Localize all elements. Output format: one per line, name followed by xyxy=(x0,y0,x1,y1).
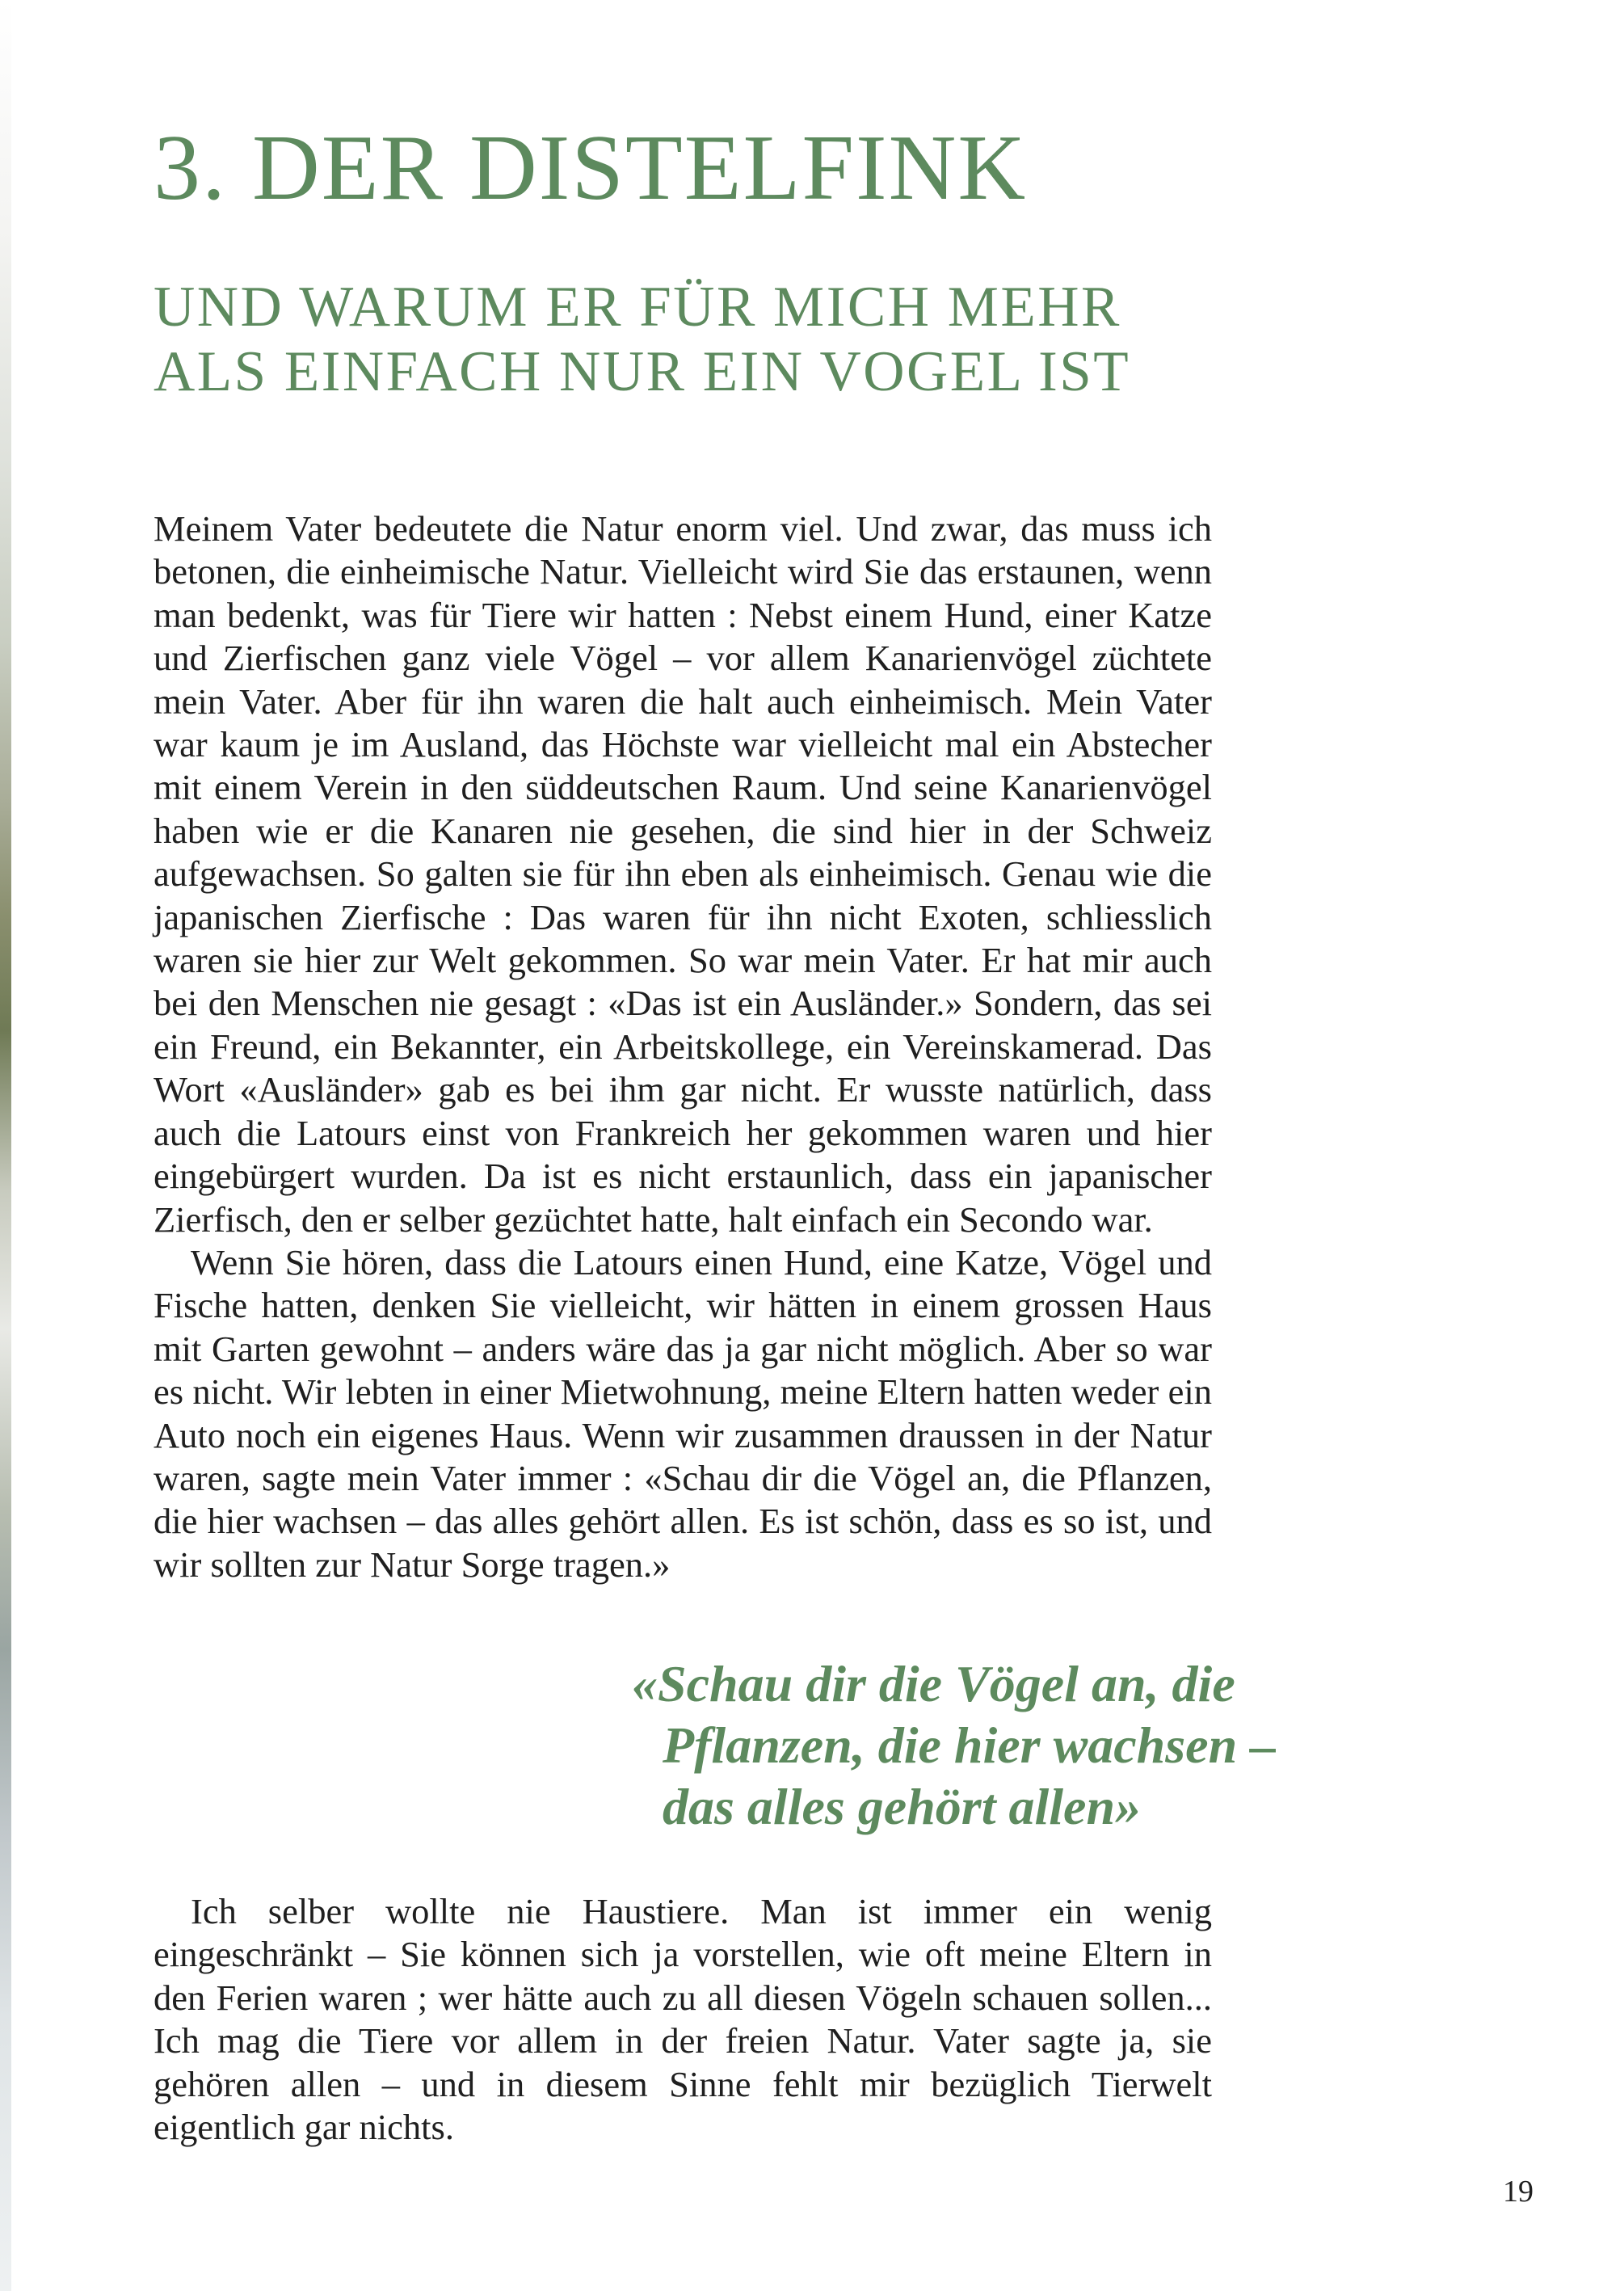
chapter-subtitle xyxy=(154,275,1130,404)
body-text-block xyxy=(154,1890,1212,2149)
subtitle-line: ALS EINFACH NUR EIN VOGEL IST xyxy=(154,340,1131,403)
pull-quote xyxy=(632,1653,1276,1838)
chapter-title: 3. DER DISTELFINK xyxy=(154,116,1028,220)
pull-quote-line: das alles gehört allen» xyxy=(663,1778,1142,1835)
paragraph: Meinem Vater bedeutete die Natur enorm viel. Und zwar, das muss ich betonen, die einheimische Natur. Vielleicht wird Sie das erstaunen, wenn man bedenkt, was für Tiere wir hatten : Nebst einem Hund, einer Katze und Zierfischen ganz viele Vögel – vor allem Kanarienvögel züchtete mein Vater. Aber für ihn waren die halt auch einheimisch. Mein Vater war kaum je im Ausland, das Höchste war vielleicht mal ein Abstecher mit einem Verein in den süddeutschen Raum. Und seine Kanarienvögel haben wie er die Kanaren nie gesehen, die sind hier in der Schweiz aufgewachsen. So galten sie für ihn eben als einheimisch. Genau wie die japanischen Zierfische : Das waren für ihn nicht Exoten, schliesslich waren sie hier zur Welt gekommen. So war mein Vater. Er hat mir auch bei den Menschen nie gesagt : «Das ist ein Ausländer.» Sondern, das sei ein Freund, ein Bekannter, ein Arbeitskollege, ein Vereinskamerad. Das Wort «Ausländer» gab es bei ihm gar nicht. Er wusste natürlich, dass auch die Latours einst von Frankreich her gekommen waren und hier eingebürgert wurden. Da ist es nicht erstaunlich, dass ein japanischer Zierfisch, den er selber gezüchtet hatte, halt einfach ein Secondo war. xyxy=(154,508,1212,1240)
pull-quote-line: Pflanzen, die hier wachsen – xyxy=(663,1716,1277,1774)
paragraph: Ich selber wollte nie Haustiere. Man ist immer ein wenig eingeschränkt – Sie können sich ja vorstellen, wie oft meine Eltern in den Ferien waren ; wer hätte auch zu all diesen Vögeln schauen sollen... Ich mag die Tiere vor allem in der freien Natur. Vater sagte ja, sie gehören allen – und in diesem Sinne fehlt mir bezüglich Tierwelt eigentlich gar nichts. xyxy=(154,1891,1212,2148)
edge-photo-strip xyxy=(0,0,11,2291)
pull-quote-line: «Schau dir die Vögel an, die xyxy=(632,1655,1235,1712)
body-text-block xyxy=(154,507,1212,1586)
subtitle-line: UND WARUM ER FÜR MICH MEHR xyxy=(154,276,1121,339)
page-number: 19 xyxy=(1503,2175,1534,2209)
paragraph: Wenn Sie hören, dass die Latours einen Hund, eine Katze, Vögel und Fische hatten, denken Sie vielleicht, wir hätten in einem grossen Haus mit Garten gewohnt – anders wäre das ja gar nicht möglich. Aber so war es nicht. Wir lebten in einer Mietwohnung, meine Eltern hatten weder ein Auto noch ein eigenes Haus. Wenn wir zusammen draussen in der Natur waren, sagte mein Vater immer : «Schau dir die Vögel an, die Pflanzen, die hier wachsen – das alles gehört allen. Es ist schön, dass es so ist, und wir sollten zur Natur Sorge tragen.» xyxy=(154,1241,1212,1585)
